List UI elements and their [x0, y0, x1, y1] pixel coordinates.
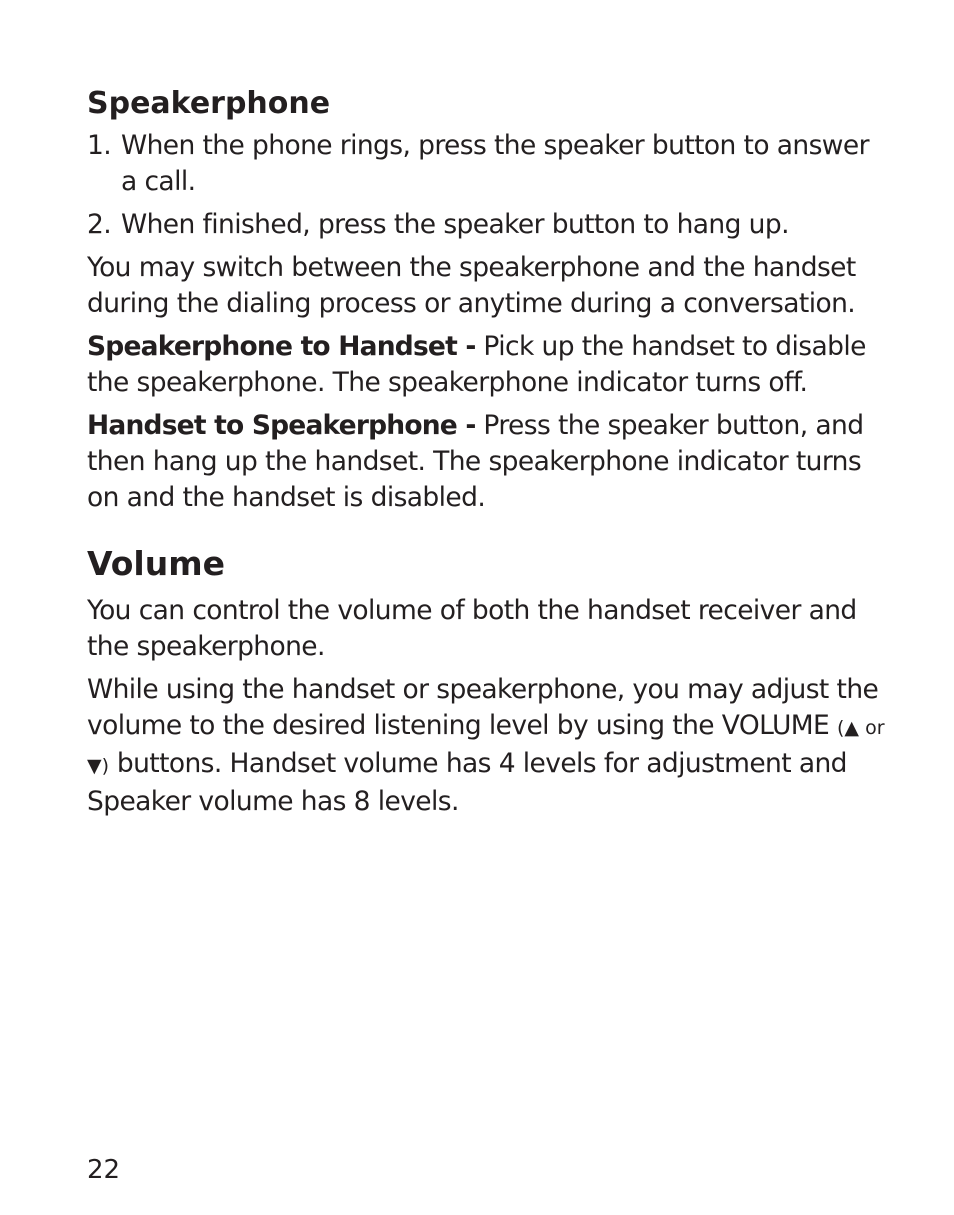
- handset-to-speakerphone-text: Press the speaker button, and then hang up the handset. The speakerphone indicator turns on and the handset is disabled.: [87, 410, 864, 513]
- switch-paragraph: You may switch between the speakerphone and the handset during the dialing process or anytime during a conversation.: [87, 252, 856, 319]
- speakerphone-steps: [87, 128, 887, 243]
- step-answer: [87, 128, 887, 200]
- close-paren: ): [101, 755, 110, 777]
- volume-down-icon: ▼: [87, 755, 102, 777]
- volume-adjust-paragraph: [87, 672, 887, 820]
- volume-heading: Volume: [87, 544, 225, 583]
- step-number: 2.: [87, 209, 112, 240]
- speakerphone-to-handset-text: Pick up the handset to disable the speakerphone. The speakerphone indicator turns off.: [87, 331, 866, 398]
- page-number: 22: [87, 1155, 121, 1185]
- speakerphone-section: [87, 84, 887, 516]
- step-text: When the phone rings, press the speaker button to answer a call.: [121, 130, 869, 197]
- step-text: When finished, press the speaker button to hang up.: [121, 209, 789, 240]
- handset-to-speakerphone-paragraph: [87, 408, 887, 516]
- manual-page: [87, 84, 887, 820]
- volume-section: [87, 542, 887, 820]
- volume-adjust-text-end: buttons. Handset volume has 4 levels for adjustment and Speaker volume has 8 levels.: [87, 748, 847, 817]
- handset-to-speakerphone-lead: Handset to Speakerphone -: [87, 410, 476, 441]
- open-paren: (: [837, 717, 845, 739]
- speakerphone-heading: Speakerphone: [87, 86, 331, 121]
- volume-up-icon: ▲: [844, 717, 860, 739]
- volume-intro-paragraph: You can control the volume of both the handset receiver and the speakerphone.: [87, 595, 857, 662]
- step-number: 1.: [87, 130, 112, 161]
- speakerphone-to-handset-paragraph: [87, 329, 887, 401]
- volume-adjust-text-start: While using the handset or speakerphone, you may adjust the volume to the desired listening level by using the VOLUME: [87, 674, 879, 741]
- or-word: or: [859, 717, 885, 739]
- step-hang-up: [87, 207, 887, 243]
- speakerphone-to-handset-lead: Speakerphone to Handset -: [87, 331, 476, 362]
